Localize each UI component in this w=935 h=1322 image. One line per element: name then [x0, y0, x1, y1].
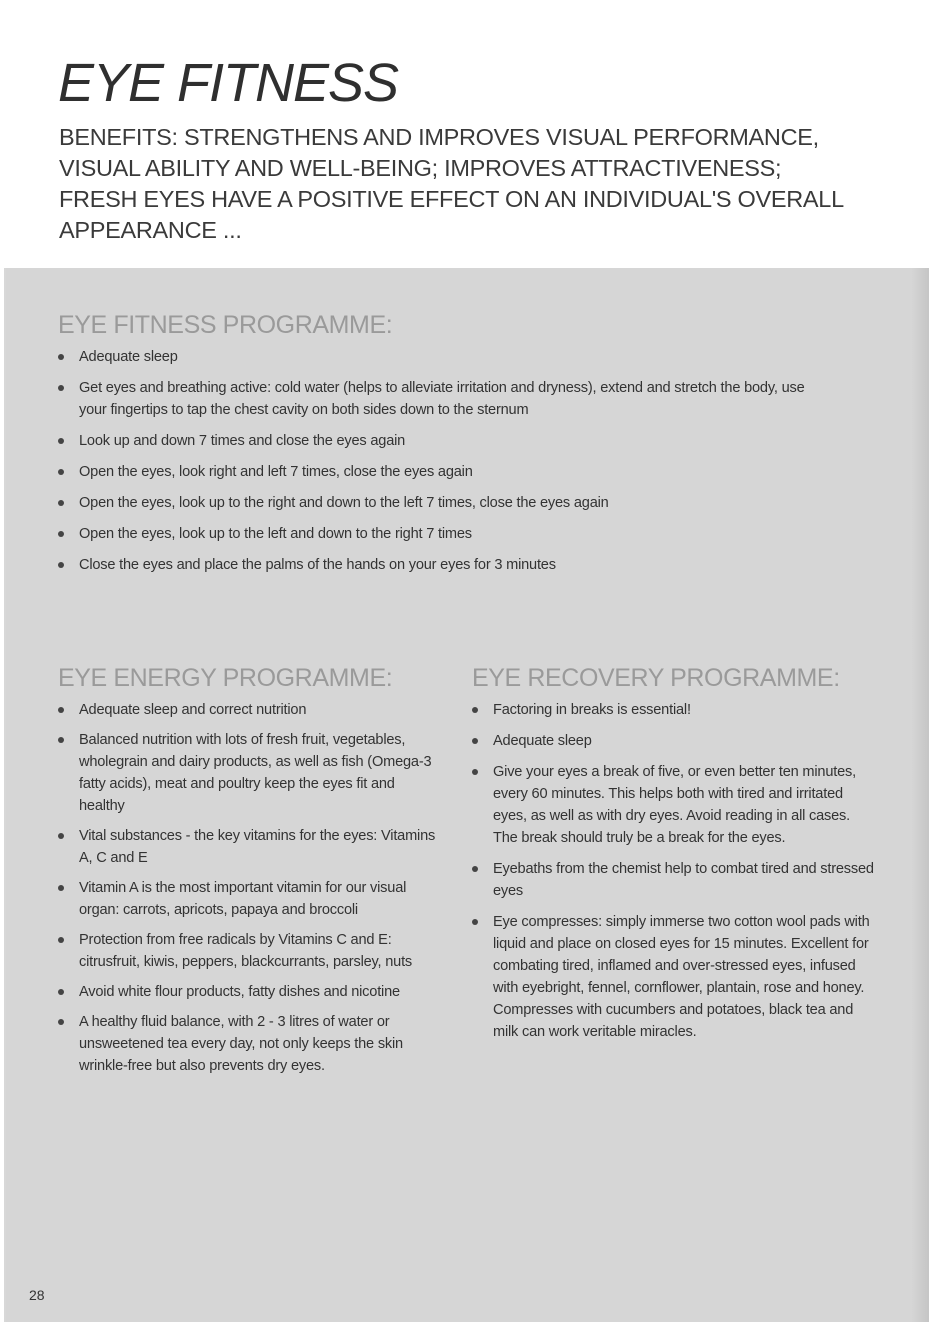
page-number: 28	[29, 1287, 45, 1303]
list-item: Open the eyes, look up to the left and down to the right 7 times	[57, 523, 827, 545]
list-item: Open the eyes, look up to the right and down to the left 7 times, close the eyes again	[57, 492, 827, 514]
energy-programme-heading: EYE ENERGY PROGRAMME:	[58, 664, 393, 692]
recovery-programme-list	[471, 699, 876, 1052]
list-item: Look up and down 7 times and close the eyes again	[57, 430, 827, 452]
panel-shade	[911, 268, 929, 1322]
list-item: Close the eyes and place the palms of the hands on your eyes for 3 minutes	[57, 554, 827, 576]
list-item: Eyebaths from the chemist help to combat tired and stressed eyes	[471, 858, 876, 902]
page-subtitle: BENEFITS: STRENGTHENS AND IMPROVES VISUAL PERFORMANCE, VISUAL ABILITY AND WELL-BEING; IMPROVES ATTRACTIVENESS; FRESH EYES HAVE A POSITIVE EFFECT ON AN INDIVIDUAL'S OVERALL APPEARANCE ...	[59, 124, 843, 243]
list-item: Get eyes and breathing active: cold water (helps to alleviate irritation and dryness), extend and stretch the body, use your fingertips to tap the chest cavity on both sides down to the sternum	[57, 377, 827, 421]
list-item: Eye compresses: simply immerse two cotton wool pads with liquid and place on closed eyes for 15 minutes. Excellent for combating tired, inflamed and over-stressed eyes, infused with eyebright, fennel, cornflower, plantain, rose and honey. Compresses with cucumbers and potatoes, black tea and milk can work veritable miracles.	[471, 911, 876, 1043]
list-item: Vitamin A is the most important vitamin for our visual organ: carrots, apricots, papaya and broccoli	[57, 877, 442, 921]
energy-programme-list	[57, 699, 442, 1085]
list-item: Avoid white flour products, fatty dishes and nicotine	[57, 981, 442, 1003]
list-item: A healthy fluid balance, with 2 - 3 litres of water or unsweetened tea every day, not only keeps the skin wrinkle-free but also prevents dry eyes.	[57, 1011, 442, 1077]
recovery-programme-heading: EYE RECOVERY PROGRAMME:	[472, 664, 840, 692]
list-item: Factoring in breaks is essential!	[471, 699, 876, 721]
list-item: Adequate sleep	[57, 346, 827, 368]
page-title: EYE FITNESS	[58, 53, 399, 113]
list-item: Open the eyes, look right and left 7 times, close the eyes again	[57, 461, 827, 483]
list-item: Adequate sleep and correct nutrition	[57, 699, 442, 721]
list-item: Adequate sleep	[471, 730, 876, 752]
fitness-programme-list	[57, 346, 827, 585]
page-header	[0, 0, 935, 268]
list-item: Vital substances - the key vitamins for the eyes: Vitamins A, C and E	[57, 825, 442, 869]
list-item: Protection from free radicals by Vitamins C and E: citrusfruit, kiwis, peppers, blackcurrants, parsley, nuts	[57, 929, 442, 973]
fitness-programme-heading: EYE FITNESS PROGRAMME:	[58, 311, 393, 339]
list-item: Give your eyes a break of five, or even better ten minutes, every 60 minutes. This helps both with tired and irritated eyes, as well as with dry eyes. Avoid reading in all cases. The break should truly be a break for the eyes.	[471, 761, 876, 849]
list-item: Balanced nutrition with lots of fresh fruit, vegetables, wholegrain and dairy products, as well as fish (Omega-3 fatty acids), meat and poultry keep the eyes fit and healthy	[57, 729, 442, 817]
